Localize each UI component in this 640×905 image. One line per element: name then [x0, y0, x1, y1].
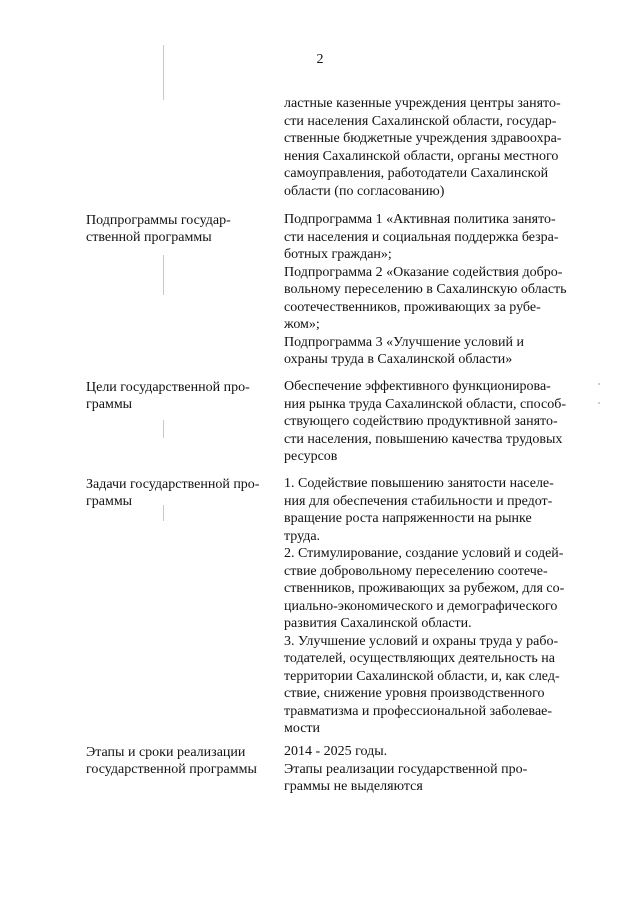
text-line: 2014 - 2025 годы. — [284, 744, 388, 759]
text-line: области (по согласованию) — [284, 183, 445, 199]
text-line: ствие добровольному переселению соотече- — [284, 563, 548, 579]
text-line: ботных граждан»; — [284, 247, 392, 262]
text-line: Подпрограмма 2 «Оказание содействия добро- — [284, 264, 563, 280]
label-line: Подпрограммы государ- — [86, 213, 231, 228]
row-value — [284, 211, 587, 369]
text-line: циально-экономического и демографического — [284, 598, 558, 614]
scan-artifact-line — [163, 420, 164, 438]
text-line: ственные бюджетные учреждения здравоохра- — [284, 131, 562, 146]
text-line: ластные казенные учреждения центры занято- — [284, 96, 561, 111]
text-line: граммы не выделяются — [284, 779, 423, 794]
row-label — [86, 476, 276, 510]
text-line: Обеспечение эффективного функционирова- — [284, 379, 551, 394]
text-line: сти населения и социальная поддержка безра- — [284, 229, 559, 245]
text-line: сти населения, повышению качества трудовых — [284, 431, 563, 447]
label-line: граммы — [86, 397, 133, 412]
row-label — [86, 212, 276, 246]
text-line: травматизма и профессиональной заболевае- — [284, 703, 553, 719]
row-value — [284, 378, 587, 466]
page-number: 2 — [316, 52, 324, 67]
text-line: труда. — [284, 528, 321, 544]
label-line: Задачи государственной про- — [86, 477, 260, 492]
text-line: территории Сахалинской области, и, как след- — [284, 668, 560, 684]
scan-artifact-dot — [598, 402, 600, 404]
text-line: Подпрограмма 1 «Активная политика занято- — [284, 212, 556, 227]
text-line: 1. Содействие повышению занятости населе- — [284, 476, 554, 491]
text-line: жом»; — [284, 317, 320, 332]
text-line: 3. Улучшение условий и охраны труда у рабо- — [284, 633, 559, 649]
label-line: Цели государственной про- — [86, 380, 250, 395]
text-line: вольному переселению в Сахалинскую область — [284, 282, 567, 297]
text-line: ресурсов — [284, 449, 338, 464]
label-line: государственной программы — [86, 762, 257, 777]
text-line: вращение роста напряженности на рынке — [284, 511, 532, 526]
label-line: ственной программы — [86, 230, 212, 245]
text-line: ния рынка труда Сахалинской области, способ- — [284, 396, 567, 412]
text-line: развития Сахалинской области. — [284, 616, 472, 631]
text-line: 2. Стимулирование, создание условий и содей- — [284, 546, 564, 561]
row-label — [86, 744, 276, 778]
text-line: ния для обеспечения стабильности и предот- — [284, 493, 553, 509]
row-label — [86, 379, 276, 413]
scan-artifact-dot — [598, 383, 600, 385]
scan-artifact-line — [163, 45, 164, 100]
text-line: соотечественников, проживающих за рубе- — [284, 299, 541, 315]
text-line: мости — [284, 721, 321, 736]
text-line: самоуправления, работодатели Сахалинской — [284, 166, 549, 181]
text-line: Этапы реализации государственной про- — [284, 761, 528, 777]
text-line: ственников, проживающих за рубежом, для со- — [284, 581, 565, 596]
text-line: тодателей, осуществляющих деятельность на — [284, 651, 555, 666]
text-line: ствие, снижение уровня производственного — [284, 686, 545, 701]
row-value — [284, 743, 587, 796]
text-line: ствующего содействию продуктивной занято- — [284, 414, 558, 429]
scan-artifact-line — [163, 255, 164, 295]
text-line: сти населения Сахалинской области, государ- — [284, 113, 557, 129]
text-line: Подпрограмма 3 «Улучшение условий и — [284, 334, 524, 350]
text-line: нения Сахалинской области, органы местного — [284, 148, 559, 164]
label-line: Этапы и сроки реализации — [86, 745, 246, 760]
row-value — [284, 475, 587, 738]
label-line: граммы — [86, 494, 133, 509]
text-line: охраны труда в Сахалинской области» — [284, 352, 513, 367]
continuation-text — [284, 95, 587, 200]
